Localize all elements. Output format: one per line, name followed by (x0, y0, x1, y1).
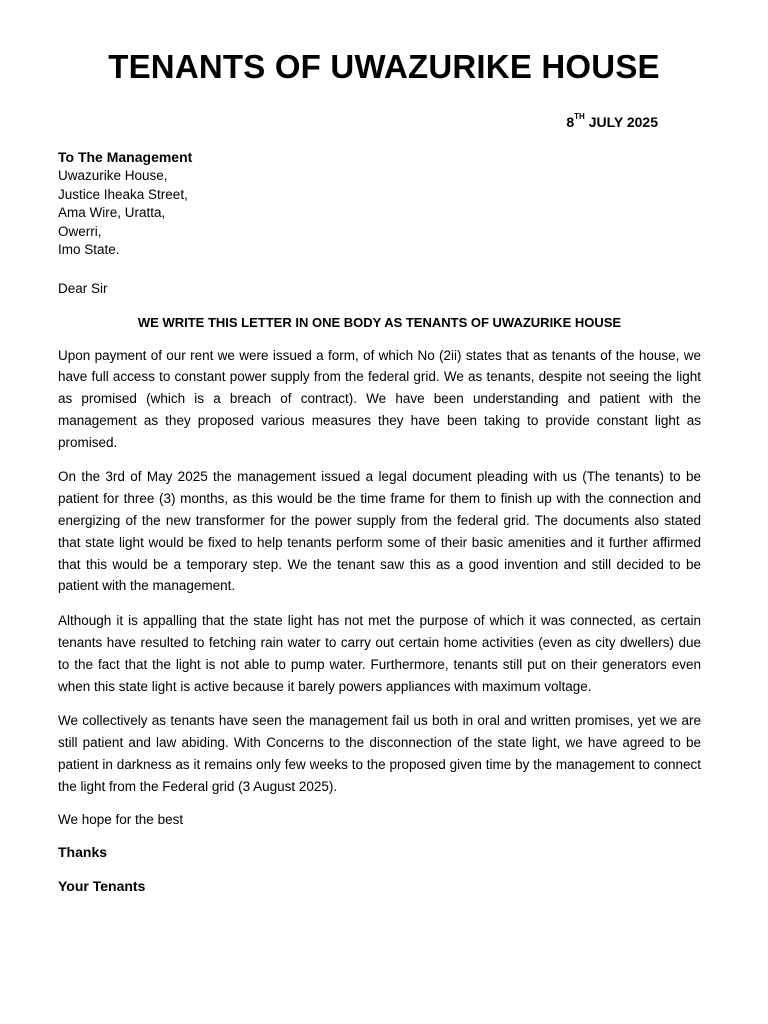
body-paragraph: We collectively as tenants have seen the management fail us both in oral and written promises, yet we are still patient and law abiding. With Concerns to the disconnection of the state light, we have agreed to be patient in darkness as it remains only few weeks to the proposed given time by the management to connect the light from the Federal grid (3 August 2025). (58, 713, 701, 794)
body-paragraph: Although it is appalling that the state light has not met the purpose of which it was connected, as certain tenants have resulted to fetching rain water to carry out certain home activities (even as city dwellers) due to the fact that the light is not able to pump water. Furthermore, tenants still put on their generators even when this state light is active because it barely powers appliances with maximum voltage. (58, 613, 701, 694)
address-line: Ama Wire, Uratta, (58, 205, 166, 220)
date-suffix: TH (574, 112, 585, 121)
letter-subject: WE WRITE THIS LETTER IN ONE BODY AS TENANTS OF UWAZURIKE HOUSE (137, 314, 622, 330)
letter-date (566, 114, 658, 130)
letter-title: TENANTS OF UWAZURIKE HOUSE (108, 48, 660, 85)
recipient-address (58, 167, 701, 260)
address-line: Uwazurike House, (58, 168, 168, 183)
body-paragraph: Upon payment of our rent we were issued a form, of which No (2ii) states that as tenants of the house, we have full access to constant power supply from the federal grid. We as tenants, despite not seeing the light as promised (which is a breach of contract). We have been understanding and patient with the management as they proposed various measures they have been taking to provide constant light as promised. (58, 347, 701, 450)
closing-line: We hope for the best (58, 811, 184, 827)
thanks-line: Thanks (58, 843, 108, 860)
letter-body (58, 148, 701, 896)
recipient-heading: To The Management (58, 149, 193, 165)
address-line: Justice Iheaka Street, (58, 186, 188, 202)
salutation: Dear Sir (58, 280, 108, 296)
address-line: Owerri, (58, 223, 102, 239)
signature-line: Your Tenants (58, 877, 146, 894)
address-line: Imo State. (58, 242, 120, 257)
date-month-year: JULY 2025 (584, 114, 658, 130)
date-day: 8 (566, 114, 575, 130)
body-paragraph: On the 3rd of May 2025 the management issued a legal document pleading with us (The tenants) to be patient for three (3) months, as this would be the time frame for them to finish up with the connection and energizing of the new transformer for the power supply from the federal grid. The documents also stated that state light would be fixed to help tenants perform some of their basic amenities and it further affirmed that this would be a temporary step. We the tenant saw this as a good invention and still decided to be patient with the management. (58, 469, 701, 594)
